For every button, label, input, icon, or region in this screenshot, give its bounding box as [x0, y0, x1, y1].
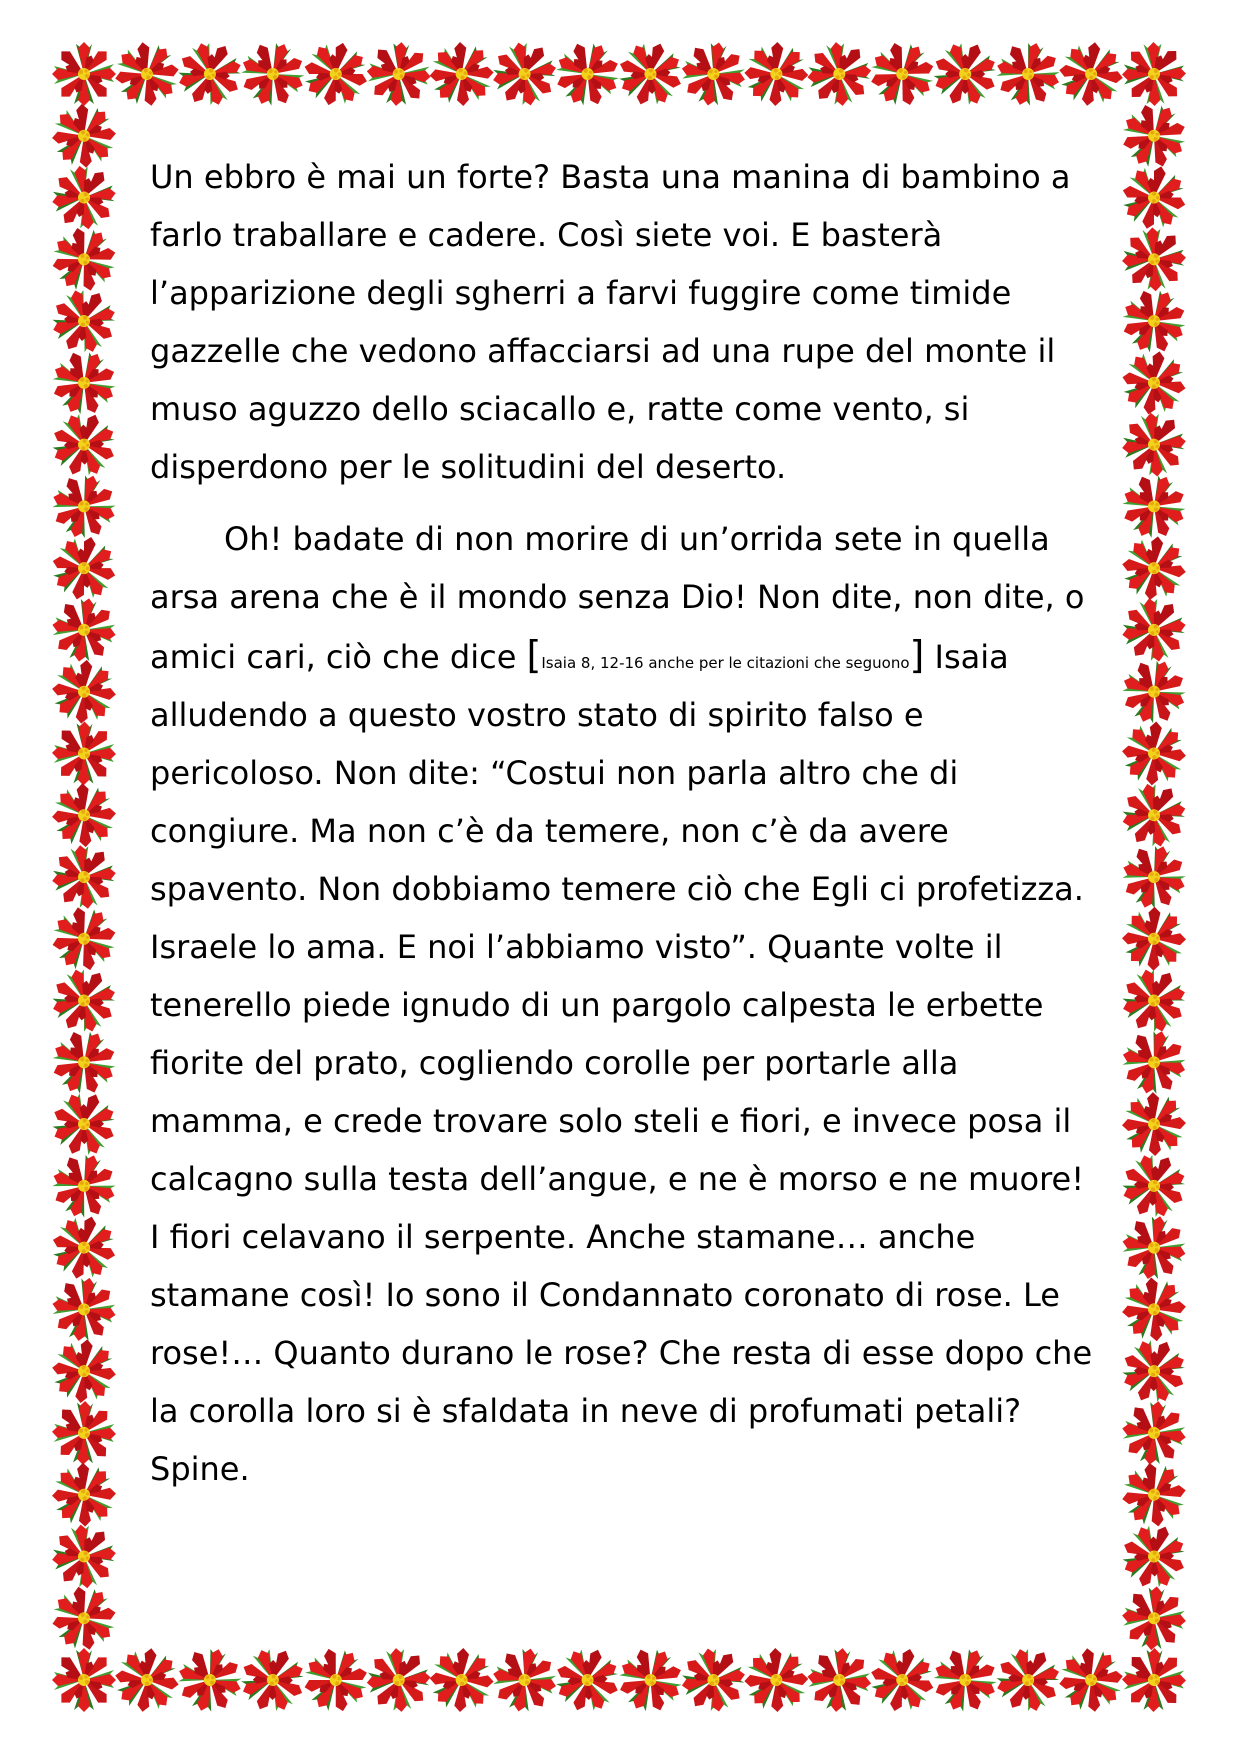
poinsettia-flower-icon	[45, 961, 123, 1039]
poinsettia-flower-icon	[416, 29, 506, 119]
poinsettia-flower-icon	[1115, 961, 1193, 1039]
poinsettia-flower-icon	[41, 1020, 127, 1106]
poinsettia-flower-icon	[40, 215, 129, 304]
paragraph-2	[150, 510, 1100, 1498]
poinsettia-flower-icon	[47, 1272, 121, 1346]
poinsettia-flower-icon	[292, 30, 380, 118]
poinsettia-flower-icon	[1119, 1584, 1188, 1653]
poinsettia-flower-icon	[364, 39, 433, 108]
poinsettia-flower-icon	[545, 31, 631, 117]
citation-bracket-open: [	[526, 633, 542, 677]
poinsettia-flower-icon	[676, 1643, 750, 1717]
poinsettia-flower-icon	[1046, 1635, 1136, 1725]
poinsettia-flower-icon	[170, 1640, 249, 1719]
poinsettia-flower-icon	[1109, 708, 1199, 798]
poinsettia-flower-icon	[676, 37, 750, 111]
poinsettia-flower-icon	[42, 402, 126, 486]
poinsettia-flower-icon	[1111, 278, 1197, 364]
poinsettia-flower-icon	[1110, 153, 1198, 241]
poinsettia-flower-icon	[1112, 1514, 1196, 1598]
poinsettia-flower-icon	[52, 1648, 116, 1712]
poinsettia-flower-icon	[731, 29, 821, 119]
poinsettia-flower-icon	[1112, 464, 1196, 548]
poinsettia-flower-icon	[804, 39, 874, 109]
poinsettia-flower-icon	[364, 1645, 433, 1714]
poinsettia-flower-icon	[1114, 1146, 1195, 1227]
poinsettia-flower-icon	[48, 161, 120, 233]
poinsettia-flower-icon	[292, 1636, 380, 1724]
poinsettia-flower-icon	[44, 1146, 125, 1227]
poinsettia-flower-icon	[231, 33, 314, 116]
poinsettia-flower-icon	[1118, 1397, 1190, 1469]
poinsettia-flower-icon	[48, 841, 119, 912]
poinsettia-flower-icon	[51, 1400, 117, 1466]
poinsettia-flower-icon	[49, 1521, 119, 1591]
poinsettia-flower-icon	[1114, 837, 1194, 917]
poinsettia-flower-icon	[1113, 1330, 1196, 1413]
poinsettia-flower-icon	[1109, 338, 1198, 427]
poinsettia-flower-icon	[858, 1636, 946, 1724]
poinsettia-flower-icon	[1116, 1210, 1191, 1285]
document-body	[150, 148, 1100, 1512]
poinsettia-flower-icon	[1113, 651, 1195, 733]
poinsettia-flower-icon	[40, 894, 129, 983]
poinsettia-flower-icon	[804, 1645, 874, 1715]
citation-note: Isaia 8, 12-16 anche per le citazioni che seguono	[541, 654, 910, 672]
poinsettia-flower-icon	[231, 1639, 314, 1722]
poinsettia-flower-icon	[1109, 1450, 1199, 1540]
poinsettia-flower-icon	[1117, 593, 1190, 666]
poinsettia-flower-icon	[170, 34, 249, 113]
poinsettia-flower-icon	[44, 466, 124, 546]
poinsettia-flower-icon	[40, 524, 128, 612]
poinsettia-flower-icon	[487, 36, 562, 111]
poinsettia-flower-icon	[545, 1637, 631, 1723]
poinsettia-flower-icon	[989, 35, 1067, 113]
poinsettia-flower-icon	[989, 1641, 1067, 1719]
poinsettia-flower-icon	[607, 1637, 693, 1723]
poinsettia-flower-icon	[1109, 1264, 1199, 1354]
poinsettia-flower-icon	[1046, 29, 1136, 119]
paragraph-2-text-after: Isaia alludendo a questo vostro stato di spirito falso e pericoloso. Non dite: “Costui non parla altro che di congiure. Ma non c’è da temere, non c’è da avere spavento. Non dobbiamo temere ciò che Egli ci profetizza. Israele lo ama. E noi l’abbiamo visto”. Quante volte il tenerello piede ignudo di un pargolo calpesta le erbette fiorite del prato, cogliendo corolle per portarle alla mamma, e crede trovare solo steli e fiori, e invece posa il calcagno sulla testa dell’angue, e ne è morso e ne muore! I fiori celavano il serpente. Anche stamane… anche stamane così! Io sono il Condannato coronato di rose. Le rose!… Quanto durano le rose? Che resta di esse dopo che la corolla loro si è sfaldata in neve di profumati petali? Spine.	[150, 638, 1093, 1488]
paragraph-1: Un ebbro è mai un forte? Basta una manina di bambino a farlo traballare e cadere. Così siete voi. E basterà l’apparizione degli sgherri a farvi fuggire come timide gazzelle che vedono affacciarsi ad una rupe del monte il muso aguzzo dello sciacallo e, ratte come vento, si disperdono per le solitudini del deserto.	[150, 158, 1071, 486]
poinsettia-flower-icon	[1109, 523, 1199, 613]
poinsettia-flower-icon	[47, 593, 120, 666]
poinsettia-flower-icon	[1121, 1647, 1186, 1712]
poinsettia-flower-icon	[1121, 41, 1186, 106]
poinsettia-flower-icon	[924, 32, 1007, 115]
poinsettia-flower-icon	[858, 30, 946, 118]
poinsettia-flower-icon	[924, 1638, 1007, 1721]
poinsettia-flower-icon	[487, 1642, 562, 1717]
poinsettia-flower-icon	[41, 340, 126, 425]
poinsettia-flower-icon	[44, 281, 123, 360]
poinsettia-flower-icon	[731, 1635, 821, 1725]
poinsettia-flower-icon	[1109, 1079, 1199, 1169]
poinsettia-flower-icon	[1116, 777, 1192, 853]
poinsettia-flower-icon	[416, 1635, 506, 1725]
poinsettia-flower-icon	[42, 1082, 126, 1166]
poinsettia-flower-icon	[607, 31, 693, 117]
paragraph-2-text-before: Oh! badate di non morire di un’orrida sete in quella arsa arena che è il mondo senza Dio! Non dite, non dite, o amici cari, ciò che dice	[150, 520, 1085, 676]
citation-bracket-close: ]	[909, 633, 925, 677]
poinsettia-flower-icon	[51, 721, 116, 786]
poinsettia-flower-icon	[1119, 409, 1189, 479]
poinsettia-flower-icon	[1120, 226, 1187, 293]
poinsettia-flower-icon	[52, 42, 116, 106]
poinsettia-flower-icon	[1115, 1024, 1193, 1102]
